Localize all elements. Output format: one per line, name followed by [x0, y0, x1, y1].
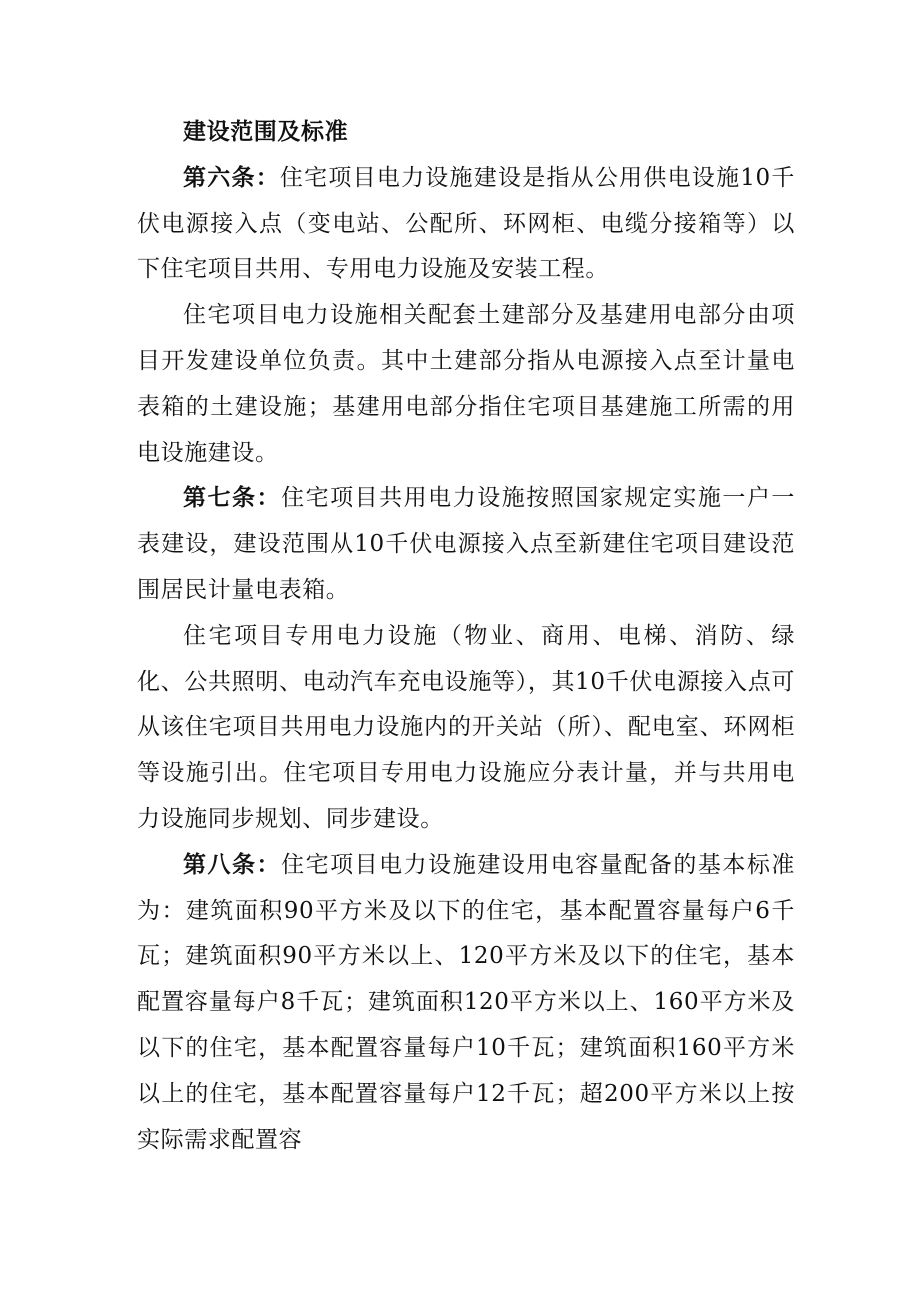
article-label: 第八条：	[183, 851, 282, 878]
article-label: 第七条：	[183, 485, 282, 512]
paragraph-text: 住宅项目电力设施建设是指从公用供电设施10千伏电源接入点（变电站、公配所、环网柜、电缆分接箱等）以下住宅项目共用、专用电力设施及安装工程。	[137, 164, 795, 283]
paragraph-article-8	[137, 843, 795, 1164]
article-label: 第六条：	[183, 164, 280, 191]
document-body	[137, 110, 795, 1163]
paragraph-article-7-cont	[137, 614, 795, 843]
paragraph-text: 住宅项目专用电力设施（物业、商用、电梯、消防、绿化、公共照明、电动汽车充电设施等），其10千伏电源接入点可从该住宅项目共用电力设施内的开关站（所）、配电室、环网柜等设施引出。住宅项目专用电力设施应分表计量，并与共用电力设施同步规划、同步建设。	[137, 622, 795, 832]
paragraph-text: 住宅项目电力设施建设用电容量配备的基本标准为：建筑面积90平方米及以下的住宅，基本配置容量每户6千瓦；建筑面积90平方米以上、120平方米及以下的住宅，基本配置容量每户8千瓦；建筑面积120平方米以上、160平方米及以下的住宅，基本配置容量每户10千瓦；建筑面积160平方米以上的住宅，基本配置容量每户12千瓦；超200平方米以上按实际需求配置容	[137, 851, 795, 1153]
paragraph-text: 住宅项目共用电力设施按照国家规定实施一户一表建设，建设范围从10千伏电源接入点至新建住宅项目建设范围居民计量电表箱。	[137, 485, 795, 603]
paragraph-article-6-cont	[137, 293, 795, 476]
paragraph-article-7	[137, 476, 795, 613]
paragraph-text: 住宅项目电力设施相关配套土建部分及基建用电部分由项目开发建设单位负责。其中土建部分指从电源接入点至计量电表箱的土建设施；基建用电部分指住宅项目基建施工所需的用电设施建设。	[137, 302, 795, 466]
paragraph-article-6	[137, 156, 795, 293]
section-title: 建设范围及标准	[183, 119, 349, 145]
